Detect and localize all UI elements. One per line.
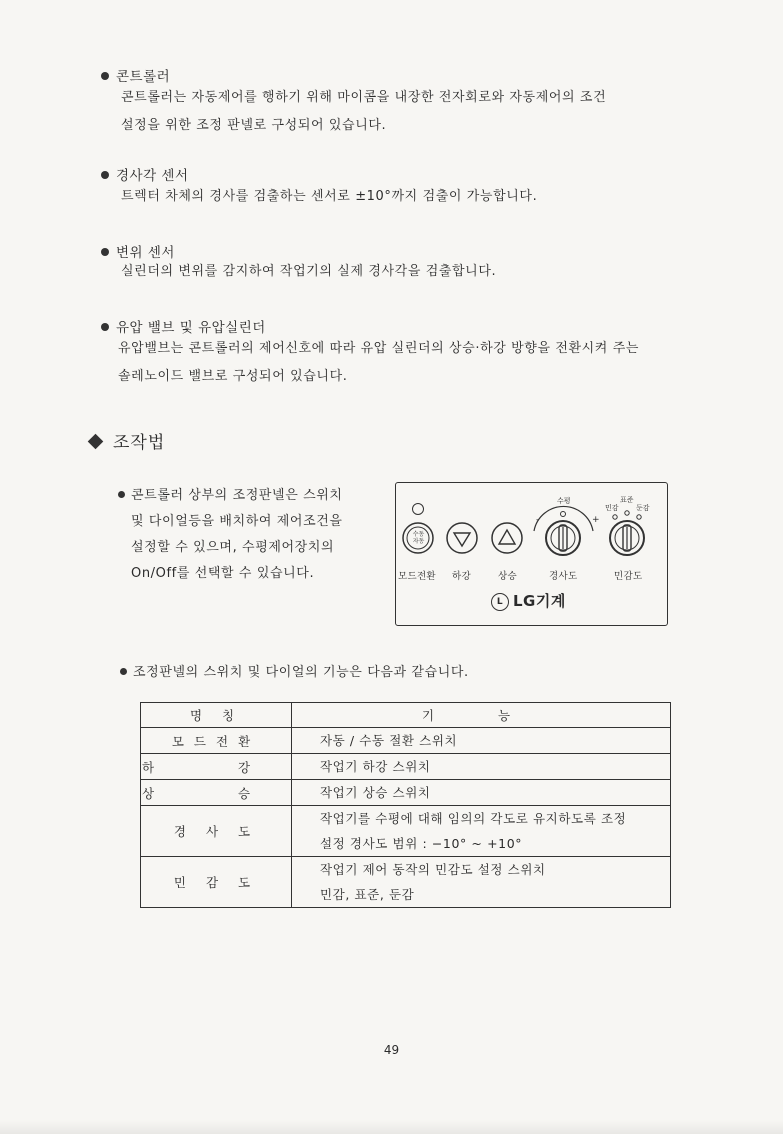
table-row xyxy=(141,857,671,908)
heading-text: 콘트롤러 xyxy=(116,69,171,85)
row-name: 경 사 도 xyxy=(141,806,292,857)
intro-line: 설정할 수 있으며, 수평제어장치의 xyxy=(131,540,335,555)
row-name: 민 감 도 xyxy=(141,857,292,908)
label-down: 하강 xyxy=(452,571,471,582)
row-desc xyxy=(292,780,671,806)
section-body-controller xyxy=(121,84,606,140)
paragraph-line: 솔레노이드 밸브로 구성되어 있습니다. xyxy=(118,369,348,384)
lg-logo-text: LG기계 xyxy=(513,592,566,610)
table-row xyxy=(141,754,671,780)
row-name: 모드전환 xyxy=(141,728,292,754)
desc-line: 설정 경사도 범위 : −10° ~ +10° xyxy=(320,836,523,851)
table-row xyxy=(141,728,671,754)
function-intro-text: 조정판넬의 스위치 및 다이얼의 기능은 다음과 같습니다. xyxy=(133,665,469,680)
heading-text: 경사각 센서 xyxy=(116,168,189,184)
table-row xyxy=(141,780,671,806)
paragraph-line: 설정을 위한 조정 판넬로 구성되어 있습니다. xyxy=(121,118,387,133)
label-mode: 모드전환 xyxy=(398,571,436,582)
row-desc xyxy=(292,857,671,908)
label-up: 상승 xyxy=(498,571,517,582)
label-sensitivity: 민감도 xyxy=(614,571,643,582)
heading-text: 유압 밸브 및 유압실린더 xyxy=(116,320,266,336)
bullet-icon xyxy=(101,171,109,179)
paragraph-line: 콘트롤러는 자동제어를 행하기 위해 마이콤을 내장한 전자회로와 자동제어의 조건 xyxy=(121,90,607,105)
desc-line: 작업기 제어 동작의 민감도 설정 스위치 xyxy=(320,862,546,877)
down-button-icon xyxy=(447,523,477,553)
table-header-row xyxy=(141,703,671,728)
sens-mark-standard: 표준 xyxy=(620,496,634,504)
level-mark-label: 수평 xyxy=(557,497,571,505)
bullet-icon xyxy=(120,668,127,675)
operation-title-text: 조작법 xyxy=(113,433,166,453)
intro-line: 및 다이얼등을 배치하여 제어조건을 xyxy=(131,514,343,529)
section-heading-controller xyxy=(101,65,170,85)
paragraph-line: 실린더의 변위를 감지하여 작업기의 실제 경사각을 검출합니다. xyxy=(121,264,497,279)
up-button-icon xyxy=(492,523,522,553)
operation-title xyxy=(90,428,165,453)
intro-text: 콘트롤러 상부의 조정판넬은 스위치 xyxy=(131,488,343,503)
section-body-displacement-sensor xyxy=(121,258,496,286)
row-desc xyxy=(292,728,671,754)
row-name: 하 강 xyxy=(141,754,292,780)
paragraph-line: 트렉터 차체의 경사를 검출하는 센서로 ±10°까지 검출이 가능합니다. xyxy=(121,189,538,204)
section-body-hydraulic xyxy=(118,335,639,391)
row-desc xyxy=(292,806,671,857)
page-number: 49 xyxy=(383,1043,400,1057)
desc-line: 작업기 하강 스위치 xyxy=(320,759,431,774)
paragraph-line: 유압밸브는 콘트롤러의 제어신호에 따라 유압 실린더의 상승·하강 방향을 전환시켜 주는 xyxy=(118,341,640,356)
plus-mark: + xyxy=(592,515,600,525)
function-intro xyxy=(120,661,469,680)
label-tilt: 경사도 xyxy=(549,571,578,582)
header-name: 명 칭 xyxy=(141,703,292,728)
lg-logo-icon: L xyxy=(491,593,509,611)
intro-line xyxy=(118,483,343,509)
heading-text: 변위 센서 xyxy=(116,245,175,261)
sensitivity-dial-icon xyxy=(610,511,644,555)
bullet-icon xyxy=(118,491,125,498)
function-table xyxy=(140,702,671,908)
operation-intro xyxy=(118,483,343,587)
minus-mark: - xyxy=(536,515,540,525)
section-heading-tilt-sensor xyxy=(101,164,189,184)
desc-line: 작업기 상승 스위치 xyxy=(320,785,431,800)
sens-mark-sensitive: 민감 xyxy=(605,504,619,512)
control-panel-diagram xyxy=(395,482,668,626)
row-desc xyxy=(292,754,671,780)
mode-button-text: 수동 자동 xyxy=(412,531,425,545)
header-function: 기 능 xyxy=(292,703,671,728)
bullet-icon xyxy=(101,323,109,331)
diamond-icon xyxy=(88,434,104,450)
table-row xyxy=(141,806,671,857)
lg-logo xyxy=(491,590,566,611)
sens-mark-dull: 둔감 xyxy=(636,504,650,512)
intro-line: On/Off를 선택할 수 있습니다. xyxy=(131,566,315,581)
desc-line: 민감, 표준, 둔감 xyxy=(320,887,415,902)
page-bottom-shadow xyxy=(0,1120,783,1134)
bullet-icon xyxy=(101,248,109,256)
section-heading-hydraulic xyxy=(101,316,266,336)
tilt-dial-icon xyxy=(534,506,593,555)
bullet-icon xyxy=(101,72,109,80)
desc-line: 자동 / 수동 절환 스위치 xyxy=(320,733,458,748)
section-body-tilt-sensor xyxy=(121,183,537,211)
desc-line: 작업기를 수평에 대해 임의의 각도로 유지하도록 조정 xyxy=(320,811,627,826)
row-name: 상 승 xyxy=(141,780,292,806)
